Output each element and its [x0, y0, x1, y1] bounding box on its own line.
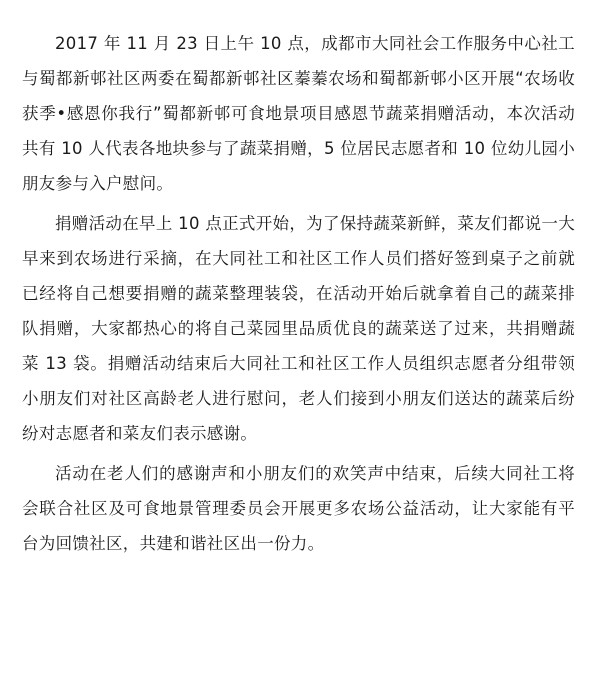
paragraph-conclusion: 活动在老人们的感谢声和小朋友们的欢笑声中结束，后续大同社工将会联合社区及可食地景管理委员会开展更多农场公益活动，让大家能有平台为回馈社区，共建和谐社区出一份力。: [22, 464, 575, 553]
paragraph-event-intro: 2017 年 11 月 23 日上午 10 点，成都市大同社会工作服务中心社工与蜀都新邨社区两委在蜀都新邨社区蓁蓁农场和蜀都新邨小区开展“农场收获季•感恩你我行”蜀都新邨可食地景项目感恩节蔬菜捐赠活动，本次活动共有 10 人代表各地块参与了蔬菜捐赠，5 位居民志愿者和 10 位幼儿园小朋友参与入户慰问。: [22, 34, 575, 193]
paragraph-donation-process: 捐赠活动在早上 10 点正式开始，为了保持蔬菜新鲜，菜友们都说一大早来到农场进行采摘，在大同社工和社区工作人员们搭好签到桌子之前就已经将自己想要捐赠的蔬菜整理装袋，在活动开始后就拿着自己的蔬菜排队捐赠，大家都热心的将自己菜园里品质优良的蔬菜送了过来，共捐赠蔬菜 13 袋。捐赠活动结束后大同社工和社区工作人员组织志愿者分组带领小朋友们对社区高龄老人进行慰问，老人们接到小朋友们送达的蔬菜后纷纷对志愿者和菜友们表示感谢。: [22, 214, 575, 443]
